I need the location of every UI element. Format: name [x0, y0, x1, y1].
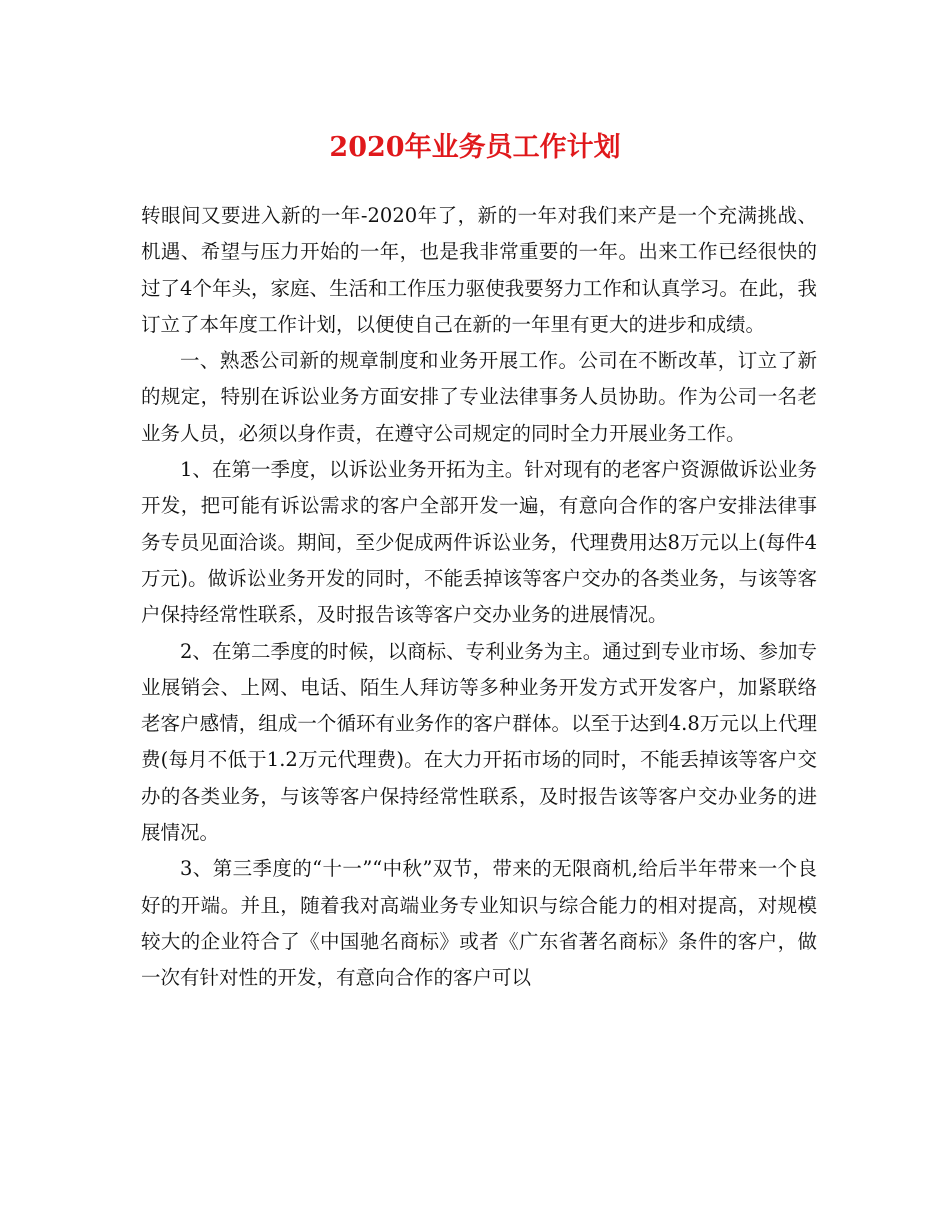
paragraph-section-one: 一、熟悉公司新的规章制度和业务开展工作。公司在不断改革，订立了新的规定，特别在诉讼业务方面安排了专业法律事务人员协助。作为公司一名老业务人员，必须以身作责，在遵守公司规定的同时全力开展业务工作。	[141, 349, 817, 445]
paragraph-q2-plan: 2、在第二季度的时候，以商标、专利业务为主。通过到专业市场、参加专业展销会、上网、电话、陌生人拜访等多种业务开发方式开发客户，加紧联络老客户感情，组成一个循环有业务作的客户群体。以至于达到4.8万元以上代理费(每月不低于1.2万元代理费)。在大力开拓市场的同时，不能丢掉该等客户交办的各类业务，与该等客户保持经常性联系，及时报告该等客户交办业务的进展情况。	[141, 639, 817, 845]
paragraph-q1-plan: 1、在第一季度，以诉讼业务开拓为主。针对现有的老客户资源做诉讼业务开发，把可能有诉讼需求的客户全部开发一遍，有意向合作的客户安排法律事务专员见面洽谈。期间，至少促成两件诉讼业务，代理费用达8万元以上(每件4万元)。做诉讼业务开发的同时，不能丢掉该等客户交办的各类业务，与该等客户保持经常性联系，及时报告该等客户交办业务的进展情况。	[141, 458, 817, 627]
document-title: 2020年业务员工作计划	[329, 132, 621, 163]
document-body	[141, 198, 817, 997]
paragraph-q3-plan: 3、第三季度的“十一”“中秋”双节，带来的无限商机,给后半年带来一个良好的开端。并且，随着我对高端业务专业知识与综合能力的相对提高，对规模较大的企业符合了《中国驰名商标》或者《广东省著名商标》条件的客户，做一次有针对性的开发，有意向合作的客户可以	[141, 857, 817, 990]
paragraph-intro: 转眼间又要进入新的一年-2020年了，新的一年对我们来产是一个充满挑战、机遇、希望与压力开始的一年，也是我非常重要的一年。出来工作已经很快的过了4个年头，家庭、生活和工作压力驱使我要努力工作和认真学习。在此，我订立了本年度工作计划，以便使自己在新的一年里有更大的进步和成绩。	[141, 204, 817, 336]
